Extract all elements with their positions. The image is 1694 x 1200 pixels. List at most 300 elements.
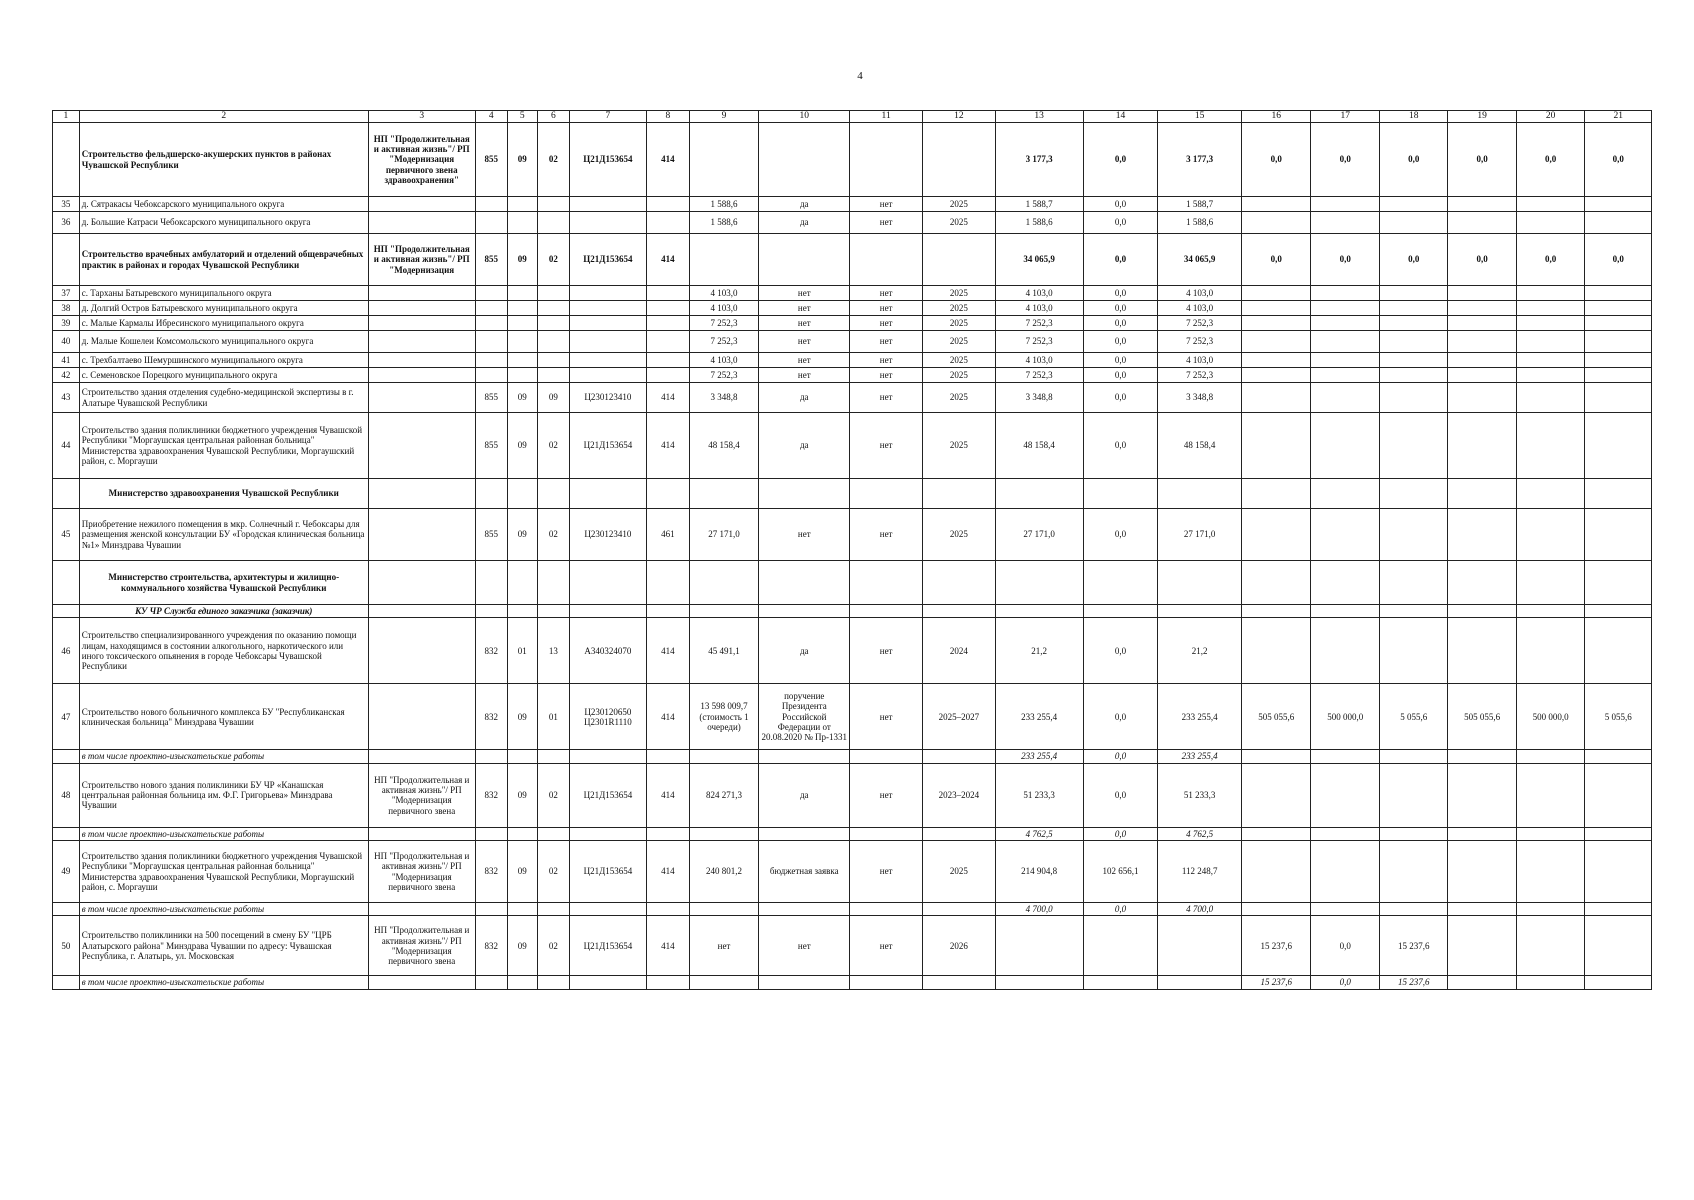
table-cell [646, 750, 689, 763]
table-cell [923, 561, 996, 605]
table-cell: 42 [53, 368, 80, 383]
table-cell [368, 605, 475, 618]
table-cell [1241, 197, 1311, 212]
table-cell: 48 158,4 [995, 413, 1083, 479]
table-cell [759, 561, 850, 605]
table-cell [537, 197, 569, 212]
table-cell [569, 212, 646, 234]
row-title-cell: д. Сятракасы Чебоксарского муниципального округа [79, 197, 368, 212]
table-cell [923, 605, 996, 618]
table-cell [475, 316, 507, 331]
table-cell: 7 252,3 [1158, 331, 1241, 353]
table-cell: 7 252,3 [1158, 316, 1241, 331]
table-cell: нет [850, 684, 923, 750]
table-cell: 36 [53, 212, 80, 234]
table-row-subtotal [53, 750, 1652, 763]
table-cell: 1 588,6 [1158, 212, 1241, 234]
table-cell: 0,0 [1083, 903, 1158, 916]
table-cell: да [759, 197, 850, 212]
table-cell: Ц230123410 [569, 509, 646, 561]
row-title-cell: Строительство нового здания поликлиники БУ ЧР «Канашская центральная районная больница им. Ф.Г. Григорьева» Минздрава Чувашии [79, 763, 368, 827]
table-cell: 09 [507, 413, 537, 479]
table-cell [1379, 197, 1447, 212]
row-title-cell: Приобретение нежилого помещения в мкр. Солнечный г. Чебоксары для размещения женской консультации БУ «Городская клиническая больница №1» Минздрава Чувашии [79, 509, 368, 561]
table-cell [1158, 605, 1241, 618]
table-cell: 0,0 [1311, 976, 1379, 989]
table-cell: 15 237,6 [1241, 916, 1311, 976]
table-cell [1585, 413, 1652, 479]
table-cell [537, 368, 569, 383]
table-cell: 102 656,1 [1083, 841, 1158, 903]
table-cell: Ц230123410 [569, 383, 646, 413]
table-cell [646, 316, 689, 331]
table-cell: 01 [507, 618, 537, 684]
table-cell: 09 [507, 123, 537, 197]
table-cell [569, 605, 646, 618]
table-cell: 3 177,3 [1158, 123, 1241, 197]
table-cell: 09 [507, 383, 537, 413]
table-cell [368, 750, 475, 763]
table-cell [1241, 827, 1311, 840]
table-cell [1241, 286, 1311, 301]
table-cell [53, 750, 80, 763]
table-cell: нет [759, 509, 850, 561]
table-cell: 02 [537, 509, 569, 561]
table-cell [646, 561, 689, 605]
table-cell [537, 286, 569, 301]
table-cell [368, 561, 475, 605]
table-cell: 0,0 [1083, 286, 1158, 301]
table-cell [689, 827, 759, 840]
table-cell: 0,0 [1241, 123, 1311, 197]
table-cell: нет [850, 316, 923, 331]
table-cell: 7 252,3 [995, 316, 1083, 331]
table-cell: да [759, 212, 850, 234]
table-cell: 0,0 [1241, 234, 1311, 286]
row-title-cell: Строительство врачебных амбулаторий и отделений общеврачебных практик в районах и городах Чувашской Республики [79, 234, 368, 286]
table-cell: 0,0 [1516, 234, 1584, 286]
table-cell: Ц21Д153654 [569, 841, 646, 903]
table-cell: 414 [646, 841, 689, 903]
table-cell [475, 301, 507, 316]
table-cell: 43 [53, 383, 80, 413]
table-cell: 0,0 [1083, 413, 1158, 479]
table-cell: 233 255,4 [995, 684, 1083, 750]
table-row-item [53, 286, 1652, 301]
table-cell [1241, 212, 1311, 234]
table-cell [1585, 903, 1652, 916]
table-cell: 2025 [923, 368, 996, 383]
table-cell [475, 976, 507, 989]
table-cell: 4 103,0 [1158, 353, 1241, 368]
table-cell [850, 234, 923, 286]
table-cell [1379, 212, 1447, 234]
table-cell [1516, 316, 1584, 331]
table-cell: НП "Продолжительная и активная жизнь"/ РП "Модернизация [368, 234, 475, 286]
table-cell: 414 [646, 916, 689, 976]
table-cell [1379, 827, 1447, 840]
table-cell [507, 331, 537, 353]
table-cell [1516, 197, 1584, 212]
table-cell [850, 123, 923, 197]
table-cell [646, 827, 689, 840]
table-cell: 3 348,8 [689, 383, 759, 413]
table-cell [569, 903, 646, 916]
table-cell [1311, 197, 1379, 212]
table-cell: 4 103,0 [995, 286, 1083, 301]
table-cell [537, 976, 569, 989]
table-cell [1379, 561, 1447, 605]
table-cell [368, 479, 475, 509]
table-cell [1083, 479, 1158, 509]
table-cell [569, 286, 646, 301]
table-cell: нет [850, 301, 923, 316]
table-cell: нет [850, 331, 923, 353]
table-cell [759, 605, 850, 618]
table-cell: да [759, 413, 850, 479]
table-cell [1516, 479, 1584, 509]
table-cell: 45 [53, 509, 80, 561]
table-row-subtotal [53, 903, 1652, 916]
column-number: 13 [995, 111, 1083, 123]
table-cell: 0,0 [1448, 234, 1516, 286]
table-cell: 1 588,7 [995, 197, 1083, 212]
table-cell [759, 479, 850, 509]
table-cell [1516, 916, 1584, 976]
table-cell [1379, 413, 1447, 479]
table-cell [537, 827, 569, 840]
table-cell: 15 237,6 [1379, 916, 1447, 976]
table-cell: 09 [507, 841, 537, 903]
table-cell [1448, 916, 1516, 976]
table-row-subtotal [53, 976, 1652, 989]
table-cell: 0,0 [1311, 234, 1379, 286]
table-cell: НП "Продолжительная и активная жизнь"/ РП "Модернизация первичного звена [368, 916, 475, 976]
table-cell [1379, 479, 1447, 509]
table-cell [1158, 976, 1241, 989]
table-cell [368, 316, 475, 331]
table-cell: 5 055,6 [1379, 684, 1447, 750]
table-cell [368, 286, 475, 301]
table-cell [646, 331, 689, 353]
table-cell [1379, 286, 1447, 301]
table-cell: 0,0 [1083, 750, 1158, 763]
table-cell: 4 103,0 [995, 301, 1083, 316]
table-cell: 46 [53, 618, 80, 684]
table-cell: 09 [507, 509, 537, 561]
table-cell: 21,2 [995, 618, 1083, 684]
table-cell: 0,0 [1083, 827, 1158, 840]
table-cell: 414 [646, 234, 689, 286]
table-cell: 0,0 [1083, 316, 1158, 331]
table-cell: 414 [646, 684, 689, 750]
table-cell [537, 301, 569, 316]
table-cell: Ц230120650 Ц2301R1110 [569, 684, 646, 750]
table-cell [689, 561, 759, 605]
table-cell [689, 479, 759, 509]
table-cell: 4 700,0 [995, 903, 1083, 916]
table-cell [1311, 368, 1379, 383]
table-cell [1448, 368, 1516, 383]
table-cell: 832 [475, 841, 507, 903]
table-cell [507, 750, 537, 763]
table-cell: 1 588,6 [689, 212, 759, 234]
table-cell: 2025 [923, 331, 996, 353]
table-cell [537, 903, 569, 916]
table-cell: 233 255,4 [995, 750, 1083, 763]
table-cell [475, 286, 507, 301]
table-cell [1241, 301, 1311, 316]
table-cell [1379, 750, 1447, 763]
table-cell: 48 158,4 [689, 413, 759, 479]
column-number: 20 [1516, 111, 1584, 123]
table-cell: поручение Президента Российской Федерации от 20.08.2020 № Пр-1331 [759, 684, 850, 750]
table-cell: 47 [53, 684, 80, 750]
table-cell [646, 353, 689, 368]
table-row-item [53, 684, 1652, 750]
table-cell [1448, 316, 1516, 331]
table-cell: 5 055,6 [1585, 684, 1652, 750]
table-cell: 1 588,7 [1158, 197, 1241, 212]
table-cell: 233 255,4 [1158, 684, 1241, 750]
table-cell [1379, 509, 1447, 561]
table-cell [569, 561, 646, 605]
table-cell [1448, 763, 1516, 827]
column-number: 16 [1241, 111, 1311, 123]
table-cell [1585, 605, 1652, 618]
table-cell [1585, 509, 1652, 561]
table-cell [1379, 383, 1447, 413]
table-cell: 50 [53, 916, 80, 976]
table-cell [1241, 331, 1311, 353]
table-cell [850, 561, 923, 605]
table-cell: Ц21Д153654 [569, 763, 646, 827]
table-cell: 240 801,2 [689, 841, 759, 903]
column-number: 7 [569, 111, 646, 123]
table-cell [1585, 841, 1652, 903]
table-cell: нет [850, 212, 923, 234]
table-cell: 40 [53, 331, 80, 353]
table-cell: 832 [475, 763, 507, 827]
table-cell: 48 158,4 [1158, 413, 1241, 479]
table-cell: 09 [507, 763, 537, 827]
table-cell: 0,0 [1585, 234, 1652, 286]
table-cell [368, 353, 475, 368]
table-cell: 1 588,6 [689, 197, 759, 212]
table-cell [1516, 368, 1584, 383]
table-cell [1241, 903, 1311, 916]
table-cell: нет [850, 383, 923, 413]
table-cell [569, 301, 646, 316]
table-cell [1379, 301, 1447, 316]
table-cell: 855 [475, 413, 507, 479]
table-cell: 0,0 [1585, 123, 1652, 197]
table-cell [368, 618, 475, 684]
table-cell: нет [850, 368, 923, 383]
table-cell: 7 252,3 [689, 316, 759, 331]
table-cell [1311, 212, 1379, 234]
table-cell [1448, 903, 1516, 916]
column-number: 15 [1158, 111, 1241, 123]
column-number: 14 [1083, 111, 1158, 123]
table-cell [475, 561, 507, 605]
table-cell [1585, 618, 1652, 684]
table-row-group [53, 123, 1652, 197]
table-cell [850, 827, 923, 840]
table-cell [646, 212, 689, 234]
table-cell [53, 123, 80, 197]
table-cell [1516, 286, 1584, 301]
table-cell: 34 065,9 [995, 234, 1083, 286]
table-cell: 414 [646, 618, 689, 684]
table-cell: 0,0 [1083, 331, 1158, 353]
table-cell: 51 233,3 [1158, 763, 1241, 827]
table-cell [53, 605, 80, 618]
column-number: 10 [759, 111, 850, 123]
table-cell [569, 827, 646, 840]
table-cell [646, 286, 689, 301]
table-cell [475, 331, 507, 353]
table-row-agency [53, 605, 1652, 618]
row-title-cell: в том числе проектно-изыскательские работы [79, 750, 368, 763]
column-number: 18 [1379, 111, 1447, 123]
table-cell [1241, 413, 1311, 479]
table-cell: 855 [475, 123, 507, 197]
table-cell [507, 479, 537, 509]
table-cell [759, 234, 850, 286]
table-cell [1379, 605, 1447, 618]
table-cell [1311, 903, 1379, 916]
table-cell [995, 561, 1083, 605]
table-cell: 4 762,5 [1158, 827, 1241, 840]
table-cell: 27 171,0 [1158, 509, 1241, 561]
table-cell [368, 368, 475, 383]
table-cell [1158, 916, 1241, 976]
table-cell [53, 903, 80, 916]
row-title-cell: с. Семеновское Порецкого муниципального округа [79, 368, 368, 383]
table-cell [1585, 368, 1652, 383]
table-cell: 500 000,0 [1311, 684, 1379, 750]
table-cell [1241, 605, 1311, 618]
table-cell [1516, 976, 1584, 989]
table-cell: 832 [475, 684, 507, 750]
table-cell: 2024 [923, 618, 996, 684]
table-cell: 2025 [923, 301, 996, 316]
table-cell: 2023–2024 [923, 763, 996, 827]
table-cell: 0,0 [1083, 353, 1158, 368]
table-cell [1311, 479, 1379, 509]
column-number: 12 [923, 111, 996, 123]
table-cell: да [759, 763, 850, 827]
table-cell [1241, 763, 1311, 827]
table-cell: 832 [475, 916, 507, 976]
table-cell: 500 000,0 [1516, 684, 1584, 750]
table-cell: 414 [646, 413, 689, 479]
table-cell: 13 598 009,7 (стоимость 1 очереди) [689, 684, 759, 750]
table-cell [1311, 605, 1379, 618]
table-cell [1448, 286, 1516, 301]
table-cell: 2025 [923, 509, 996, 561]
table-cell: 414 [646, 383, 689, 413]
table-cell: 2025 [923, 353, 996, 368]
table-cell: да [759, 618, 850, 684]
table-cell [1448, 827, 1516, 840]
column-number: 6 [537, 111, 569, 123]
table-cell: НП "Продолжительная и активная жизнь"/ РП "Модернизация первичного звена здравоохранения" [368, 123, 475, 197]
table-cell [1585, 827, 1652, 840]
table-cell: 2026 [923, 916, 996, 976]
table-cell: 51 233,3 [995, 763, 1083, 827]
table-cell [759, 976, 850, 989]
table-cell: 38 [53, 301, 80, 316]
table-row-item [53, 509, 1652, 561]
column-number: 3 [368, 111, 475, 123]
table-cell [923, 750, 996, 763]
table-cell: 4 103,0 [995, 353, 1083, 368]
table-cell [646, 197, 689, 212]
table-cell: 0,0 [1083, 684, 1158, 750]
table-cell: 0,0 [1448, 123, 1516, 197]
table-cell [1448, 841, 1516, 903]
table-cell [1585, 763, 1652, 827]
table-cell [1516, 605, 1584, 618]
column-number: 17 [1311, 111, 1379, 123]
table-cell [1311, 561, 1379, 605]
table-cell [53, 479, 80, 509]
table-cell [759, 827, 850, 840]
table-cell: нет [850, 916, 923, 976]
table-cell [850, 750, 923, 763]
row-title-cell: Строительство здания отделения судебно-медицинской экспертизы в г. Алатыре Чувашской Республики [79, 383, 368, 413]
table-cell [475, 903, 507, 916]
table-row-item [53, 763, 1652, 827]
table-cell: 7 252,3 [689, 368, 759, 383]
table-cell: 3 177,3 [995, 123, 1083, 197]
table-cell [1311, 827, 1379, 840]
table-cell: 0,0 [1083, 368, 1158, 383]
table-cell [689, 976, 759, 989]
table-row-item [53, 368, 1652, 383]
table-cell: 09 [507, 916, 537, 976]
table-cell: нет [759, 286, 850, 301]
table-cell: 112 248,7 [1158, 841, 1241, 903]
table-cell [1083, 976, 1158, 989]
table-cell: 2025–2027 [923, 684, 996, 750]
budget-table [52, 110, 1652, 990]
table-row-subtotal [53, 827, 1652, 840]
table-cell [1311, 763, 1379, 827]
table-cell [537, 353, 569, 368]
table-cell [1585, 197, 1652, 212]
table-cell [1448, 353, 1516, 368]
table-cell: 855 [475, 509, 507, 561]
table-cell: 4 762,5 [995, 827, 1083, 840]
table-cell: 09 [507, 234, 537, 286]
table-cell: А340324070 [569, 618, 646, 684]
table-cell: нет [850, 841, 923, 903]
table-cell [475, 479, 507, 509]
table-cell [1311, 750, 1379, 763]
row-title-cell: д. Малые Кошелеи Комсомольского муниципального округа [79, 331, 368, 353]
table-cell [537, 750, 569, 763]
table-cell [368, 827, 475, 840]
table-cell [537, 479, 569, 509]
table-cell: 2025 [923, 286, 996, 301]
table-cell [507, 976, 537, 989]
table-cell: 233 255,4 [1158, 750, 1241, 763]
row-title-cell: Министерство строительства, архитектуры и жилищно-коммунального хозяйства Чувашской Республики [79, 561, 368, 605]
table-cell [1585, 212, 1652, 234]
